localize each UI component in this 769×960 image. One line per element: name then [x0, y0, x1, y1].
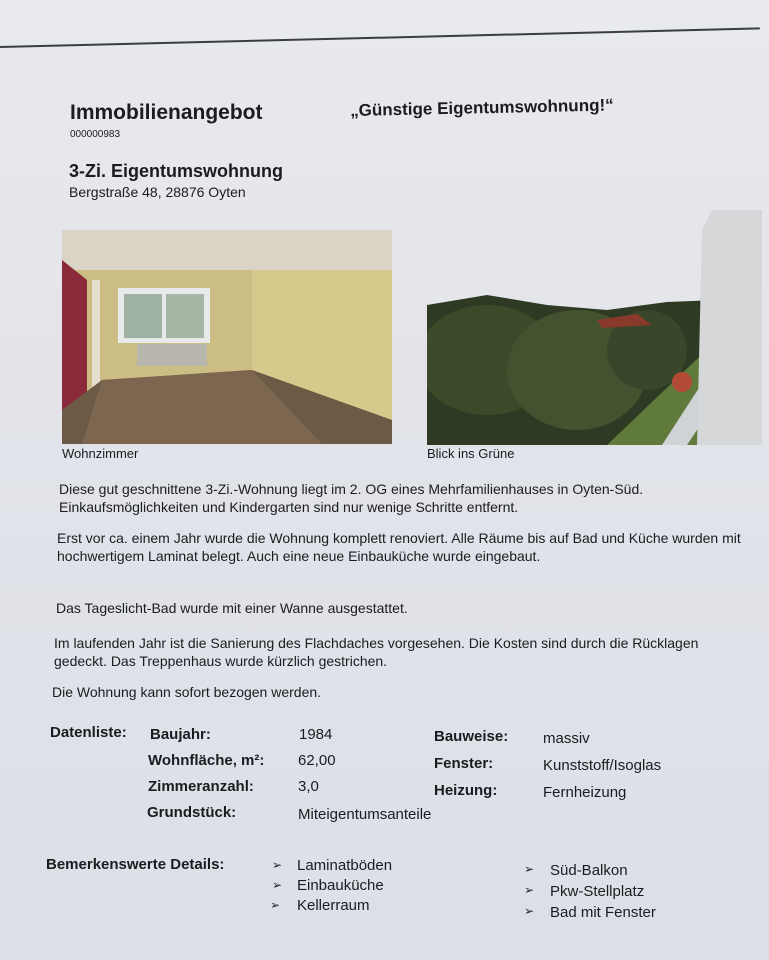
description-paragraph: Die Wohnung kann sofort bezogen werden.: [52, 684, 322, 700]
description-paragraph: Das Tageslicht-Bad wurde mit einer Wanne ausgestattet.: [56, 600, 408, 616]
description-paragraph: Im laufenden Jahr ist die Sanierung des Flachdaches vorgesehen. Die Kosten sind durch die Rücklagen gedeckt. Das Treppenhaus wurde kürzlich gestrichen.: [54, 635, 699, 669]
data-value: 3,0: [298, 778, 319, 795]
data-value: Miteigentumsanteile: [298, 806, 432, 823]
data-label: Heizung:: [434, 782, 498, 799]
description-paragraph: Diese gut geschnittene 3-Zi.-Wohnung liegt im 2. OG eines Mehrfamilienhauses in Oyten-Süd. Einkaufsmöglichkeiten und Kindergarten sind nur wenige Schritte entfernt.: [59, 481, 644, 515]
property-address: Bergstraße 48, 28876 Oyten: [69, 184, 246, 200]
bullet-arrow-icon: ➢: [272, 878, 283, 892]
slogan: „Günstige Eigentumswohnung!“: [350, 95, 614, 120]
detail-item: Einbauküche: [297, 877, 384, 894]
header-rule: [0, 27, 760, 48]
datenliste-label: Datenliste:: [50, 724, 127, 741]
detail-item: Pkw-Stellplatz: [550, 883, 645, 900]
data-label: Wohnfläche, m²:: [148, 752, 265, 769]
living-room-photo: [62, 230, 392, 444]
bullet-arrow-icon: ➢: [524, 904, 535, 918]
data-label: Zimmeranzahl:: [148, 778, 254, 795]
property-type: 3-Zi. Eigentumswohnung: [69, 161, 283, 181]
data-value: 1984: [299, 726, 333, 743]
data-label: Bauweise:: [434, 728, 509, 745]
details-label: Bemerkenswerte Details:: [46, 856, 225, 873]
bullet-arrow-icon: ➢: [272, 858, 283, 872]
data-value: Kunststoff/Isoglas: [543, 757, 662, 774]
data-value: Fernheizung: [543, 784, 627, 801]
data-value: massiv: [543, 730, 590, 747]
photo-caption: Wohnzimmer: [62, 446, 139, 461]
data-value: 62,00: [298, 752, 336, 769]
photo-caption: Blick ins Grüne: [427, 446, 515, 461]
page-title: Immobilienangebot: [70, 101, 263, 124]
balcony-view-photo: [427, 210, 762, 445]
reference-number: 000000983: [70, 129, 121, 140]
bullet-arrow-icon: ➢: [524, 862, 535, 876]
description-paragraph: Erst vor ca. einem Jahr wurde die Wohnung komplett renoviert. Alle Räume bis auf Bad und Küche wurden mit hochwertigem Laminat belegt. Auch eine neue Einbauküche wurde eingebaut.: [57, 530, 741, 564]
detail-item: Bad mit Fenster: [550, 904, 656, 921]
detail-item: Laminatböden: [297, 857, 393, 874]
bullet-arrow-icon: ➢: [270, 898, 281, 912]
detail-item: Kellerraum: [297, 897, 370, 914]
data-label: Fenster:: [434, 755, 494, 772]
data-label: Baujahr:: [150, 726, 211, 743]
detail-item: Süd-Balkon: [550, 862, 628, 879]
bullet-arrow-icon: ➢: [524, 883, 535, 897]
data-label: Grundstück:: [147, 804, 237, 821]
